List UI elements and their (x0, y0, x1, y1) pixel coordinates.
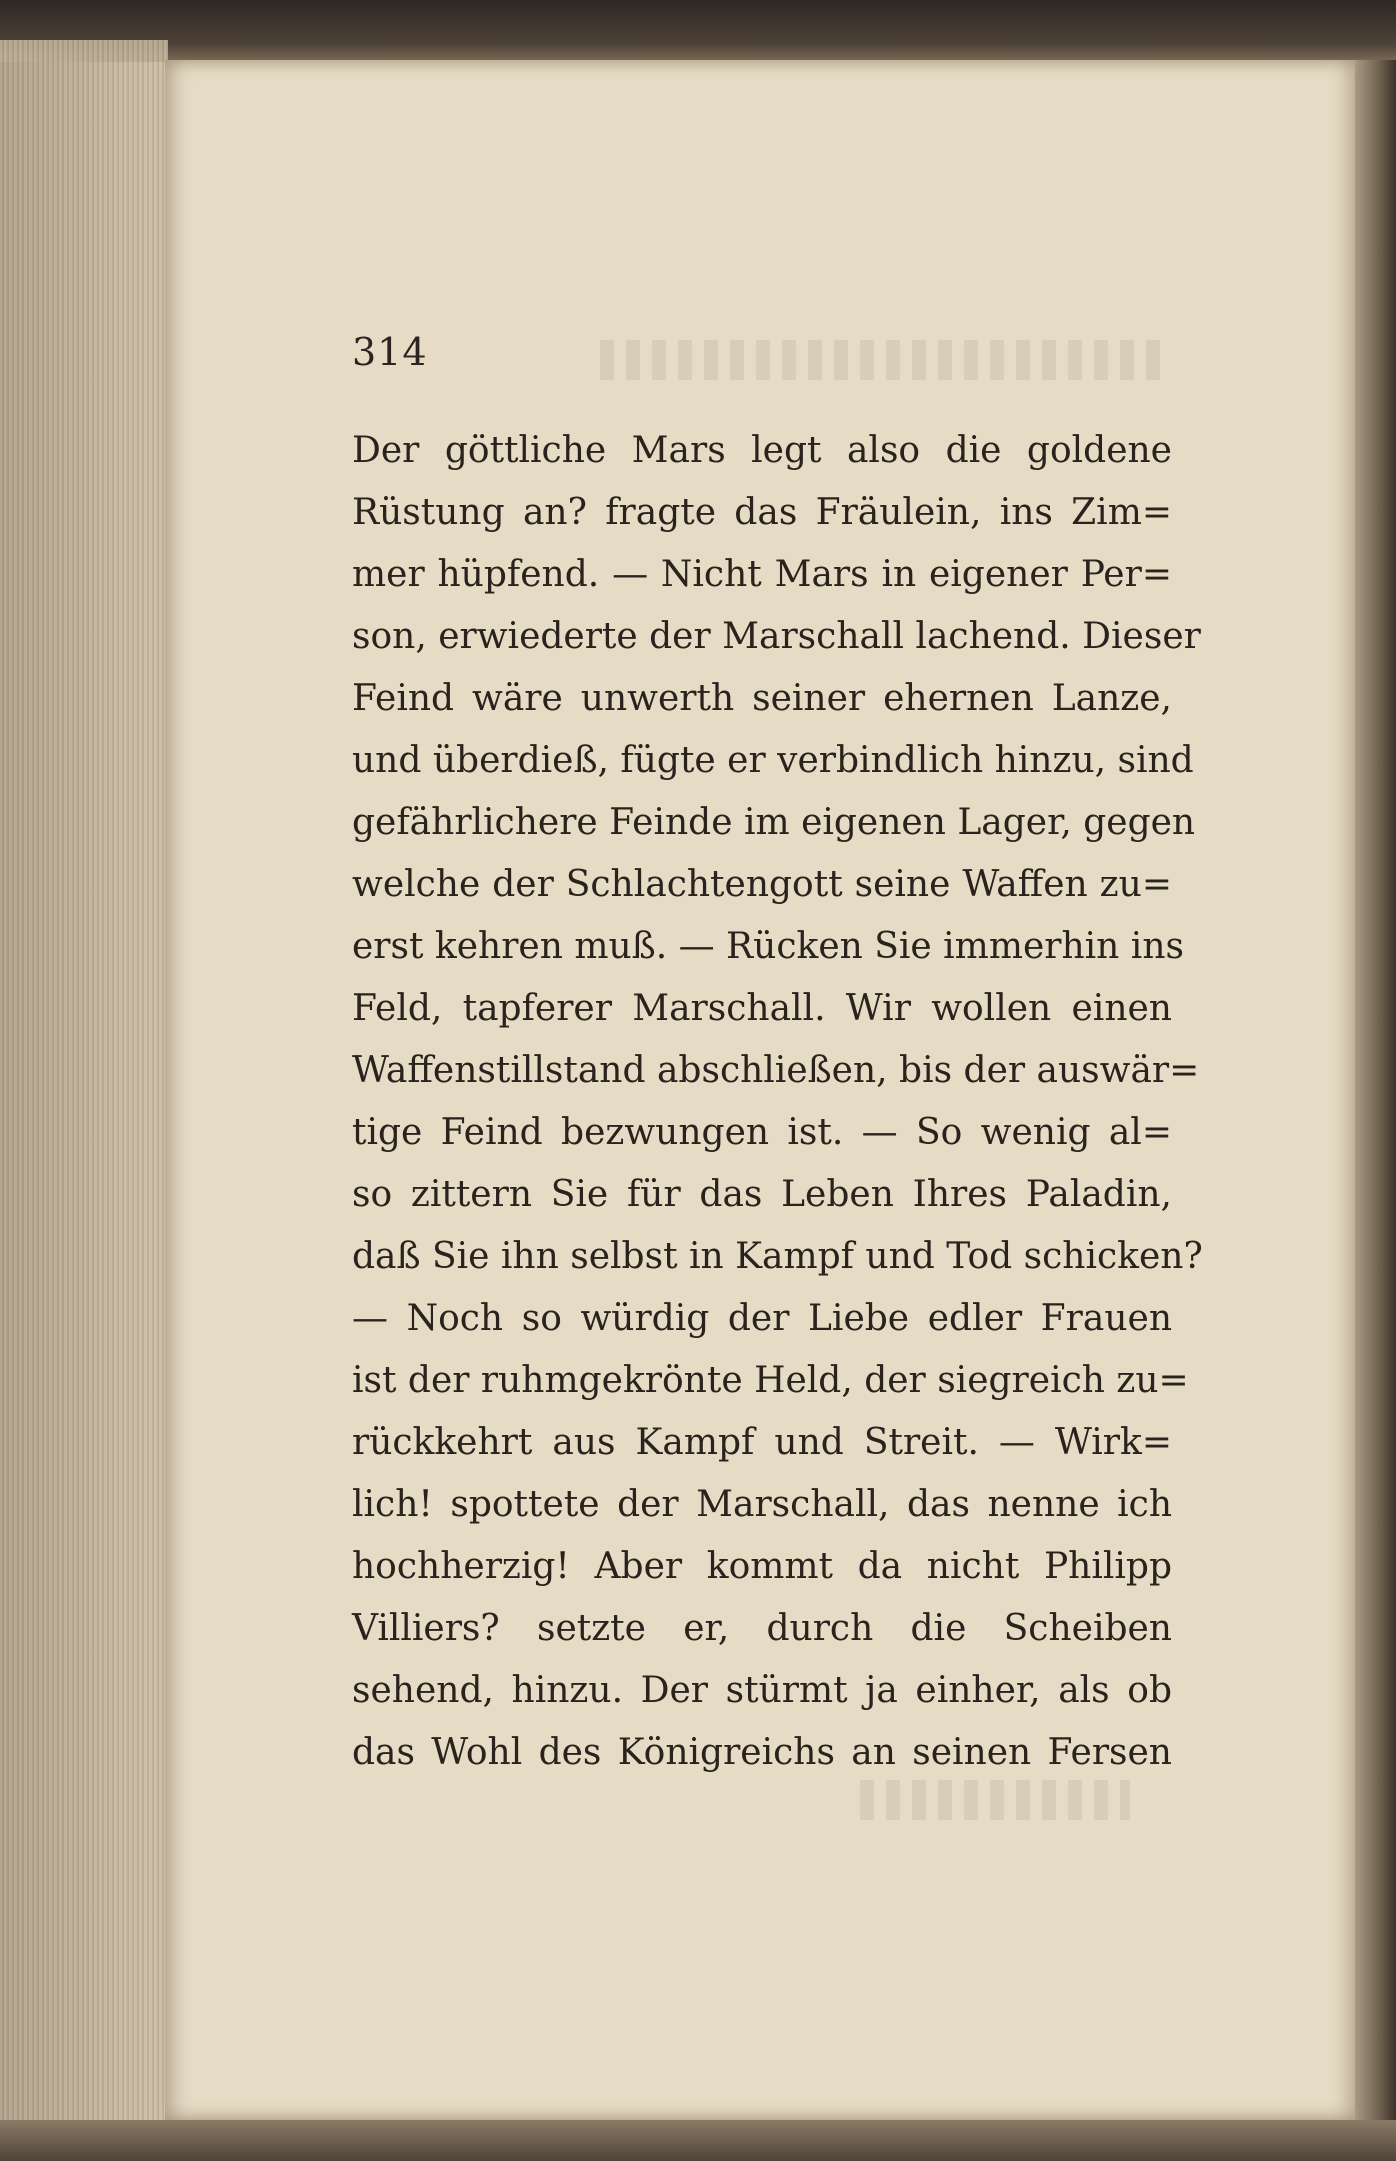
text-line: so zittern Sie für das Leben Ihres Paladin, (352, 1174, 1172, 1215)
text-line: hochherzig! Aber kommt da nicht Philipp (352, 1546, 1172, 1587)
text-line: son, erwiederte der Marschall lachend. Dieser (352, 616, 1201, 657)
show-through-text (600, 340, 1160, 380)
show-through-text (860, 1780, 1130, 1820)
text-line: lich! spottete der Marschall, das nenne ich (352, 1484, 1172, 1525)
book-cover-bottom (0, 2120, 1396, 2161)
text-line: Waffenstillstand abschließen, bis der auswär= (352, 1050, 1200, 1091)
text-line: — Noch so würdig der Liebe edler Frauen (352, 1298, 1172, 1339)
text-line: sehend, hinzu. Der stürmt ja einher, als ob (352, 1670, 1172, 1711)
page-edges (0, 40, 168, 2130)
text-line: Villiers? setzte er, durch die Scheiben (352, 1608, 1172, 1649)
book-binding (1355, 60, 1396, 2161)
page-number: 314 (352, 330, 428, 374)
text-line: tige Feind bezwungen ist. — So wenig al= (352, 1112, 1172, 1153)
text-line: und überdieß, fügte er verbindlich hinzu, sind (352, 740, 1194, 781)
text-line: welche der Schlachtengott seine Waffen zu= (352, 864, 1172, 905)
book-cover-top (0, 0, 1396, 62)
text-line: gefährlichere Feinde im eigenen Lager, gegen (352, 802, 1196, 843)
text-line: daß Sie ihn selbst in Kampf und Tod schicken? (352, 1236, 1203, 1277)
text-line: das Wohl des Königreichs an seinen Fersen (352, 1732, 1172, 1773)
text-line: Rüstung an? fragte das Fräulein, ins Zim= (352, 492, 1172, 533)
text-line: mer hüpfend. — Nicht Mars in eigener Per= (352, 554, 1172, 595)
text-line: Der göttliche Mars legt also die goldene (352, 430, 1172, 471)
text-line: erst kehren muß. — Rücken Sie immerhin ins (352, 926, 1184, 967)
text-line: ist der ruhmgekrönte Held, der siegreich zu= (352, 1360, 1189, 1401)
text-line: Feld, tapferer Marschall. Wir wollen einen (352, 988, 1172, 1029)
text-line: Feind wäre unwerth seiner ehernen Lanze, (352, 678, 1172, 719)
text-line: rückkehrt aus Kampf und Streit. — Wirk= (352, 1422, 1172, 1463)
body-text (352, 420, 1203, 1784)
